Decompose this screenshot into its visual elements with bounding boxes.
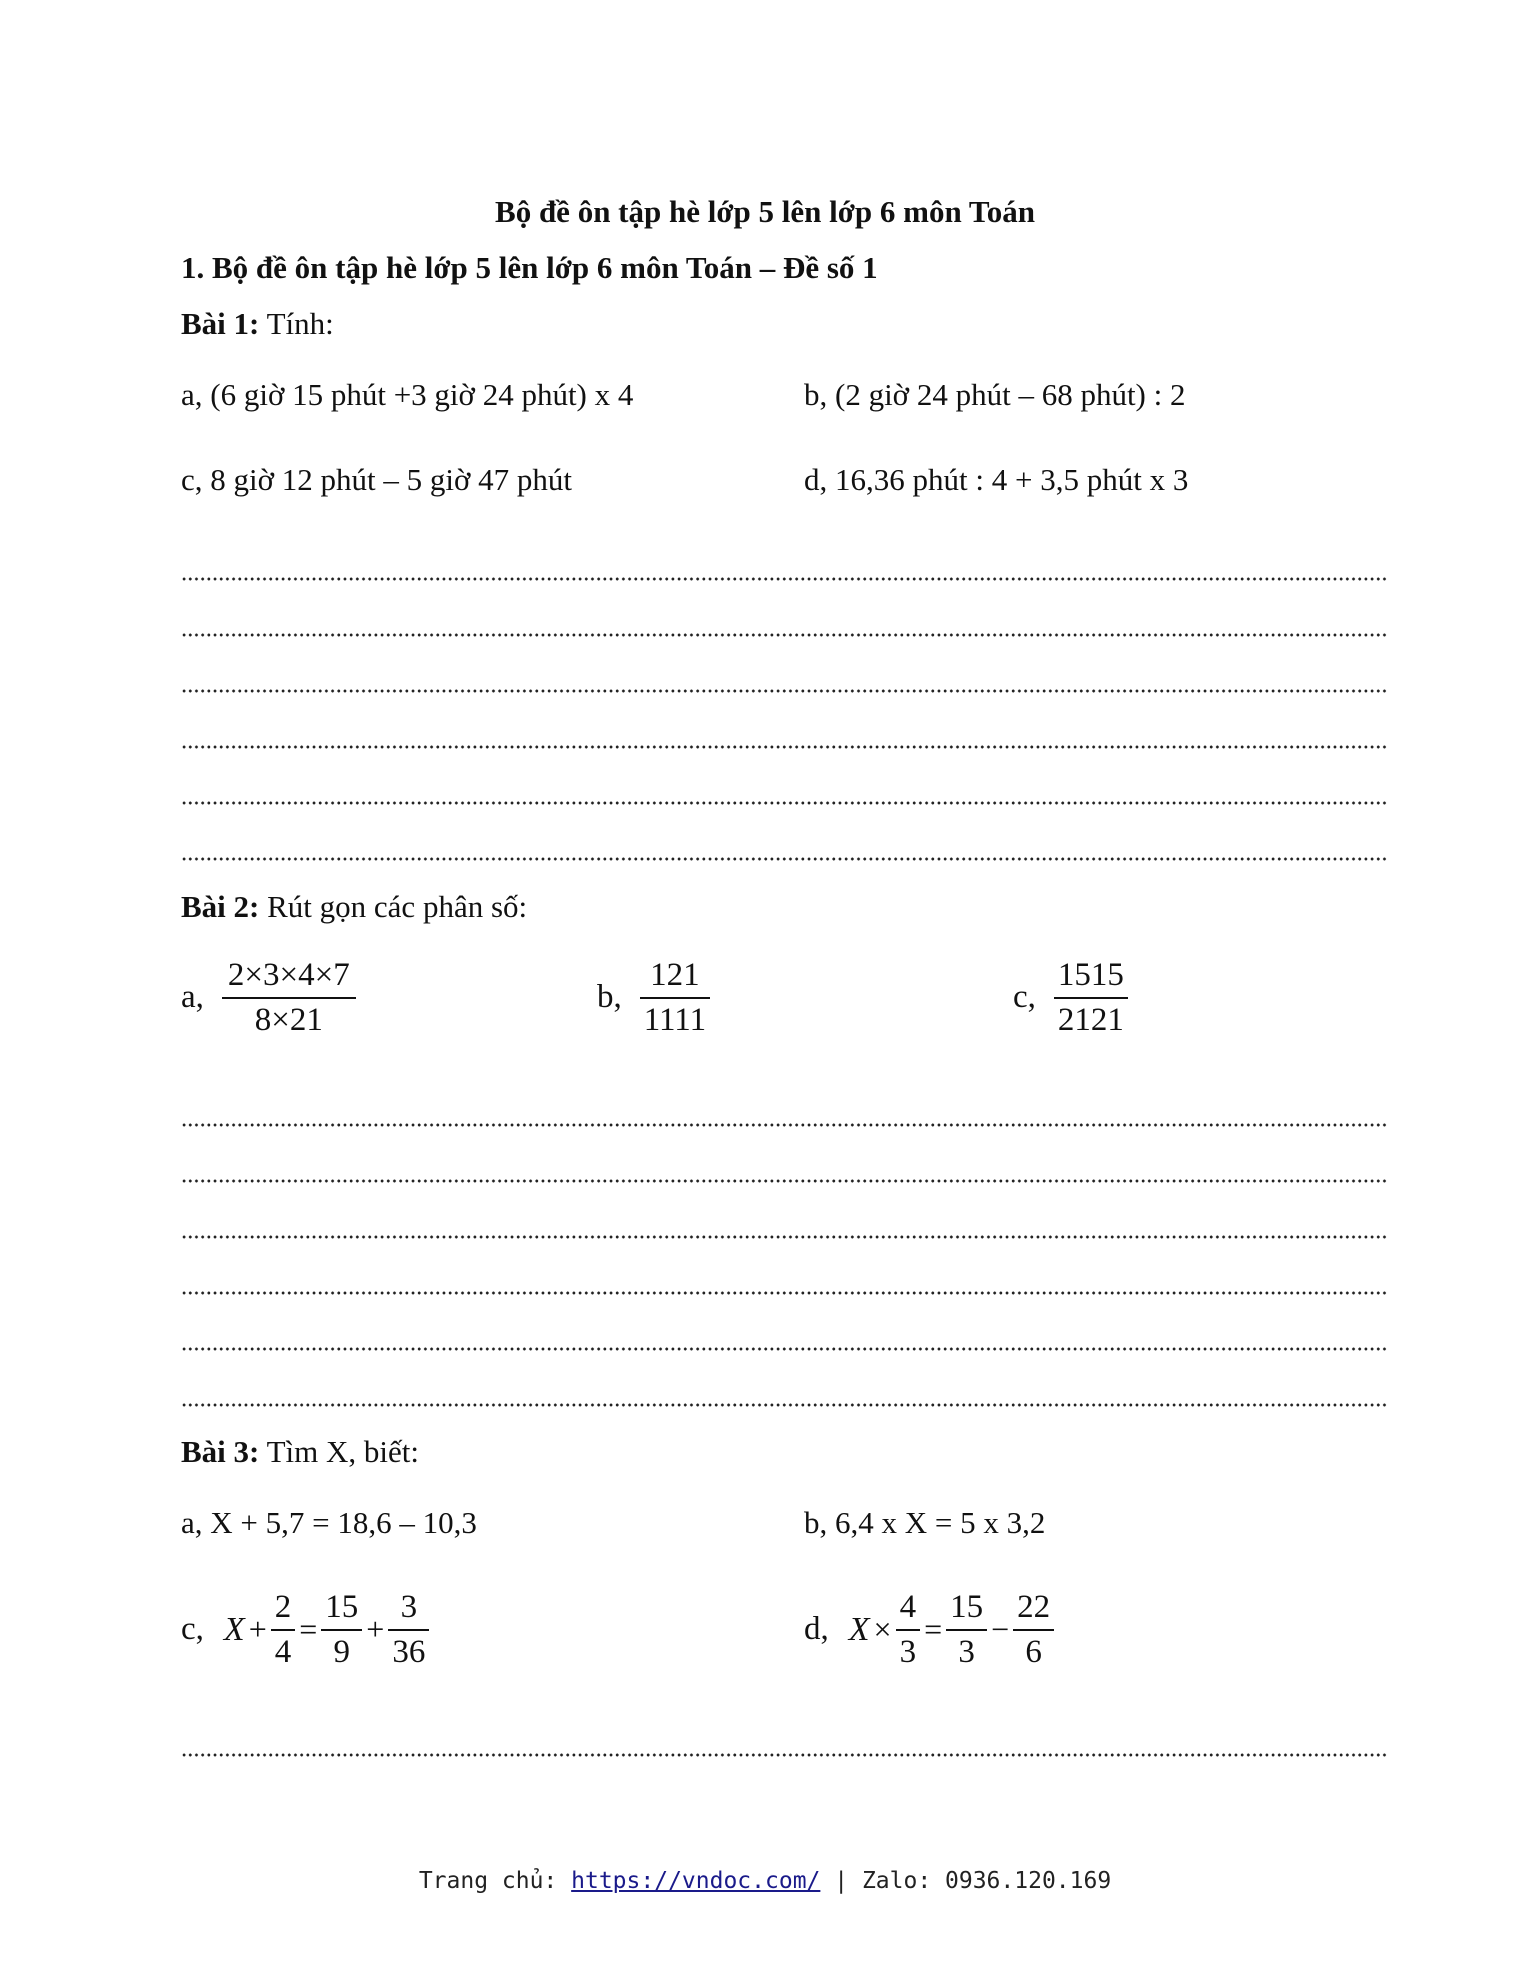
bai3-instruction: Tìm X, biết:	[259, 1434, 419, 1469]
section-heading: 1. Bộ đề ôn tập hè lớp 5 lên lớp 6 môn Toán – Đề số 1	[181, 250, 878, 285]
bai3-item-b: b, 6,4 x X = 5 x 3,2	[804, 1505, 1046, 1540]
fraction	[321, 1590, 362, 1669]
answer-line	[181, 1290, 1388, 1296]
operator: −	[991, 1611, 1010, 1648]
bai2-c-label: c,	[1013, 979, 1036, 1016]
answer-line	[181, 744, 1388, 750]
bai1-heading	[181, 306, 334, 342]
answer-line	[181, 1752, 1388, 1758]
footer-separator: |	[820, 1868, 862, 1894]
bai1-item-c: c, 8 giờ 12 phút – 5 giờ 47 phút	[181, 462, 572, 497]
bai3-heading	[181, 1434, 419, 1470]
bai2-item-a	[181, 958, 356, 1037]
fraction-denominator: 3	[946, 1629, 987, 1670]
bai2-heading	[181, 889, 527, 925]
fraction	[271, 1590, 296, 1669]
bai3-label: Bài 3:	[181, 1434, 260, 1469]
fraction-numerator: 2	[274, 1589, 292, 1625]
fraction	[946, 1590, 987, 1669]
page-footer	[0, 1868, 1530, 1894]
fraction-numerator: 121	[650, 957, 700, 993]
fraction-numerator: 4	[899, 1589, 917, 1625]
bai3-item-c	[181, 1590, 429, 1669]
fraction-denominator: 3	[896, 1629, 921, 1670]
bai3-d-label: d,	[804, 1611, 829, 1648]
answer-line	[181, 688, 1388, 694]
answer-line	[181, 1346, 1388, 1352]
operator: +	[248, 1611, 267, 1648]
fraction	[388, 1590, 429, 1669]
fraction-denominator: 8×21	[222, 997, 356, 1038]
bai1-label: Bài 1:	[181, 306, 260, 341]
answer-line	[181, 576, 1388, 582]
fraction-denominator: 4	[271, 1629, 296, 1670]
fraction-denominator: 36	[388, 1629, 429, 1670]
fraction	[1013, 1590, 1054, 1669]
fraction-numerator: 15	[325, 1589, 359, 1625]
fraction-numerator: 2×3×4×7	[227, 957, 350, 993]
bai3-c-label: c,	[181, 1611, 204, 1648]
fraction-numerator: 15	[950, 1589, 984, 1625]
fraction	[1054, 958, 1128, 1037]
bai1-instruction: Tính:	[259, 306, 334, 341]
document-title: Bộ đề ôn tập hè lớp 5 lên lớp 6 môn Toán	[495, 194, 1035, 229]
footer-prefix: Trang chủ:	[418, 1868, 572, 1894]
answer-line	[181, 856, 1388, 862]
bai1-item-b: b, (2 giờ 24 phút – 68 phút) : 2	[804, 377, 1186, 412]
bai2-a-label: a,	[181, 979, 204, 1016]
fraction-numerator: 3	[400, 1589, 418, 1625]
equals-sign: =	[299, 1611, 318, 1648]
bai2-b-label: b,	[597, 979, 622, 1016]
fraction-numerator: 22	[1017, 1589, 1051, 1625]
bai2-item-c	[1013, 958, 1128, 1037]
variable-x: X	[223, 1610, 245, 1648]
fraction-denominator: 1111	[640, 997, 710, 1038]
fraction-denominator: 9	[321, 1629, 362, 1670]
answer-line	[181, 632, 1388, 638]
fraction-numerator: 1515	[1057, 957, 1124, 993]
answer-line	[181, 1122, 1388, 1128]
bai1-item-a: a, (6 giờ 15 phút +3 giờ 24 phút) x 4	[181, 377, 634, 412]
fraction-denominator: 6	[1013, 1629, 1054, 1670]
bai2-label: Bài 2:	[181, 889, 260, 924]
answer-line	[181, 1234, 1388, 1240]
bai2-instruction: Rút gọn các phân số:	[259, 889, 528, 924]
equals-sign: =	[924, 1611, 943, 1648]
fraction	[896, 1590, 921, 1669]
bai2-item-b	[597, 958, 710, 1037]
operator: +	[366, 1611, 385, 1648]
footer-zalo: Zalo: 0936.120.169	[861, 1868, 1112, 1894]
operator: ×	[873, 1611, 892, 1648]
bai1-item-d: d, 16,36 phút : 4 + 3,5 phút x 3	[804, 462, 1189, 497]
answer-line	[181, 800, 1388, 806]
bai3-item-d	[804, 1590, 1054, 1669]
fraction	[640, 958, 710, 1037]
fraction-denominator: 2121	[1054, 997, 1128, 1038]
bai3-item-a: a, X + 5,7 = 18,6 – 10,3	[181, 1505, 477, 1540]
variable-x: X	[848, 1610, 870, 1648]
answer-line	[181, 1402, 1388, 1408]
homepage-link[interactable]: https://vndoc.com/	[571, 1868, 821, 1894]
fraction	[222, 958, 356, 1037]
answer-line	[181, 1178, 1388, 1184]
